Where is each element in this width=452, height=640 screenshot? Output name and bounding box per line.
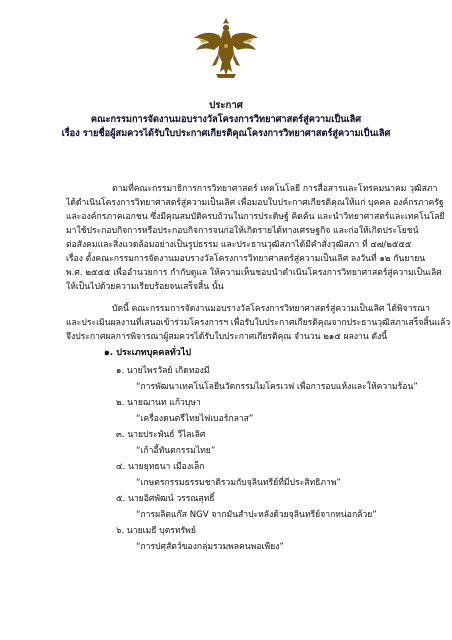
paragraph-line: ตามที่คณะกรรมาธิการการวิทยาศาสตร์ เทคโนโลยี การสื่อสารและโทรคมนาคม วุฒิสภา	[112, 184, 438, 194]
entry-name: ๑. นายไพรวัลย์ เกิดทองมี	[116, 366, 210, 376]
entry-name: ๓. นายประพันธ์ วีไลเลิศ	[116, 430, 206, 440]
entry-name: ๕. นายอิศพัฒน์ วรรณสุทธิ์	[116, 494, 215, 504]
entry-project: “เกษตรกรรมธรรมชาติรวมกับจุลินทรีย์ที่มีประสิทธิภาพ”	[136, 478, 341, 488]
paragraph-line: และประเมินผลงานที่เสนอเข้าร่วมโครงการฯ เพื่อรับใบประกาศเกียรติคุณจากประธานวุฒิสภาเสร็จสิ้นแล้ว	[66, 318, 451, 328]
committee-line: คณะกรรมการจัดงานมอบรางวัลโครงการวิทยาศาสตร์สู่ความเป็นเลิศ	[90, 114, 362, 125]
entry-project: “การพัฒนาเทคโนโลยีนวัตกรรมไมโครเวฟ เพื่อการอบแห้งและให้ความร้อน”	[136, 382, 418, 392]
paragraph-line: ต่อสังคมและสิ่งแวดล้อมอย่างเป็นรูปธรรม และประธานวุฒิสภาได้มีคำสั่งวุฒิสภา ที่ ๔๗/๒๕๕๕	[66, 240, 412, 250]
paragraph-line: พ.ศ. ๒๕๕๕ เพื่ออำนวยการ กำกับดูแล ให้ความเห็นชอบนำดำเนินโครงการวิทยาศาสตร์สู่ความเป็นเลิศ	[66, 268, 442, 278]
paragraph-line: มาใช้ประกอบกิจการหรือประกอบกิจการจนก่อให้เกิดรายได้ทางเศรษฐกิจ และก่อให้เกิดประโยชน์	[66, 226, 419, 236]
paragraph-line: ได้ดำเนินโครงการวิทยาศาสตร์สู่ความเป็นเลิศ เพื่อมอบใบประกาศเกียรติคุณให้แก่ บุคคล องค์กรภาครัฐ	[66, 198, 444, 208]
entry-project: “การปศุสัตว์ของกลุ่มรวมพลคนพอเพียง”	[136, 542, 284, 552]
entry-project: “การผลิตแก๊ส NGV จากมันสำปะหลังด้วยจุลินทรีย์จากหน่อกล้วย”	[136, 510, 377, 520]
paragraph-line: ให้เป็นไปด้วยความเรียบร้อยจนเสร็จสิ้น นั้น	[66, 282, 224, 292]
section-heading: ๑. ประเภทบุคคลทั่วไป	[104, 348, 192, 358]
subject-line: เรื่อง รายชื่อผู้สมควรได้รับใบประกาศเกียรติคุณโครงการวิทยาศาสตร์สู่ความเป็นเลิศ	[61, 128, 391, 139]
entry-project: “เครื่องดนตรีไทยไฟเบอร์กลาส”	[136, 414, 254, 424]
document-heading: ประกาศ	[209, 100, 243, 111]
paragraph-line: และองค์กรภาคเอกชน ซึ่งมีคุณสมบัติครบถ้วนในการประดิษฐ์ คิดค้น และนำวิทยาศาสตร์และเทคโนโลยี	[66, 212, 445, 222]
garuda-emblem-icon	[190, 14, 262, 86]
entry-name: ๖. นายเมธี บุตรทรัพย์	[116, 526, 196, 536]
paragraph-line: จึงประกาศผลการพิจารณาผู้สมควรได้รับใบประกาศเกียรติคุณ จำนวน ๒๑๕ ผลงาน ดังนี้	[66, 332, 388, 342]
entry-project: “เก้าอี้ทันตกรรมไทย”	[136, 446, 216, 456]
paragraph-line: เรื่อง ตั้งคณะกรรมการจัดงานมอบรางวัลโครงการวิทยาศาสตร์สู่ความเป็นเลิศ ลงวันที่ ๑๒ กันยายน	[66, 254, 426, 264]
entry-name: ๔. นายยุทธนา เมืองเล็ก	[116, 462, 205, 472]
entry-name: ๒. นายฌานท แก้วบุษา	[116, 398, 201, 408]
paragraph-line: บัดนี้ คณะกรรมการจัดงานมอบรางวัลโครงการวิทยาศาสตร์สู่ความเป็นเลิศ ได้พิจารณา	[112, 304, 430, 314]
